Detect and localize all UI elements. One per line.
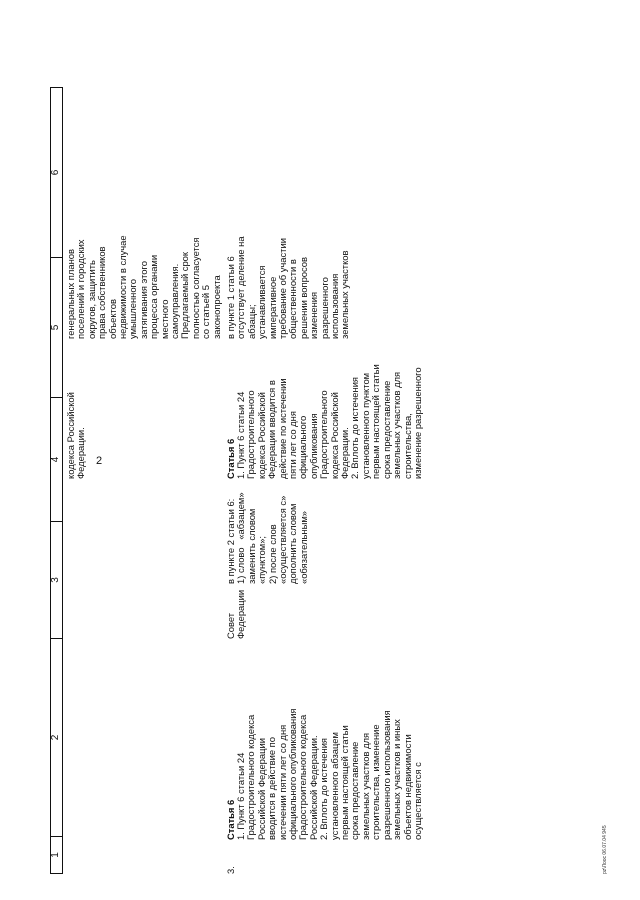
column-header-6: 6 xyxy=(50,169,61,176)
column-header-row xyxy=(50,87,63,874)
col6-text: в пункте 1 статьи 6 отсутствует деление на абзацы; устанавливается императивное требование об участии общественности в решении вопросов изменения разрешенного использования земельных участков xyxy=(225,236,351,339)
column-header-4: 4 xyxy=(51,397,62,521)
col5-text: 1. Пункт 6 статьи 24 Градостроительного кодекса Российской Федерации вводится в действие по истечении пяти лет со дня официального опубликования Градостроительного кодекса Российской Федерации. 2. Вплоть до истечения установленного пунктом первым настоящей статьи срока предоставление земельных участков для строительства, изменение разрешенного xyxy=(235,364,423,479)
page-number: 2 xyxy=(96,455,103,467)
col5-heading: Статья 6 xyxy=(225,438,236,479)
col2-text: 1. Пункт 6 статьи 24 Градостроительного кодекса Российской Федерации вводится в действие по истечении пяти лет со дня официального опубликования Градостроительного кодекса Российской Федерации. 2. Вплоть до истечения установленного абзацем первым настоящей статьи срока предоставление земельных участков для строительства, изменение разрешенного использования земельных участков и иных объектов недвижимости осуществляется с xyxy=(235,708,423,840)
col2-heading: Статья 6 xyxy=(225,799,236,840)
column-header-1: 1 xyxy=(51,836,62,873)
rotated-page xyxy=(50,39,615,874)
column-header-2: 2 xyxy=(51,638,62,836)
footer-code: pz\Лоос 06.07.04 945 xyxy=(602,825,608,874)
column-header-3: 3 xyxy=(51,521,62,638)
col5-continued-text: кодекса Российской Федерации. xyxy=(65,392,87,479)
col4-text: в пункте 2 статьи 6: 1) слово «абзацем» заменить словом «пунктом»; 2) после слов «осуществляется с» дополнить словом «обязательным» xyxy=(225,492,309,584)
col3-text: Совет Федерации xyxy=(225,589,247,639)
column-header-5: 5 xyxy=(51,257,62,397)
col6-continued-text: генеральных планов поселений и городских округов, защитить права собственников объектов недвижимости в случае умышленного затягивания этого процесса органами местного самоуправления. Предлагаемый срок полностью согласуется со статьей 5 законопроекта xyxy=(65,235,222,339)
row-number: 3. xyxy=(225,866,236,874)
